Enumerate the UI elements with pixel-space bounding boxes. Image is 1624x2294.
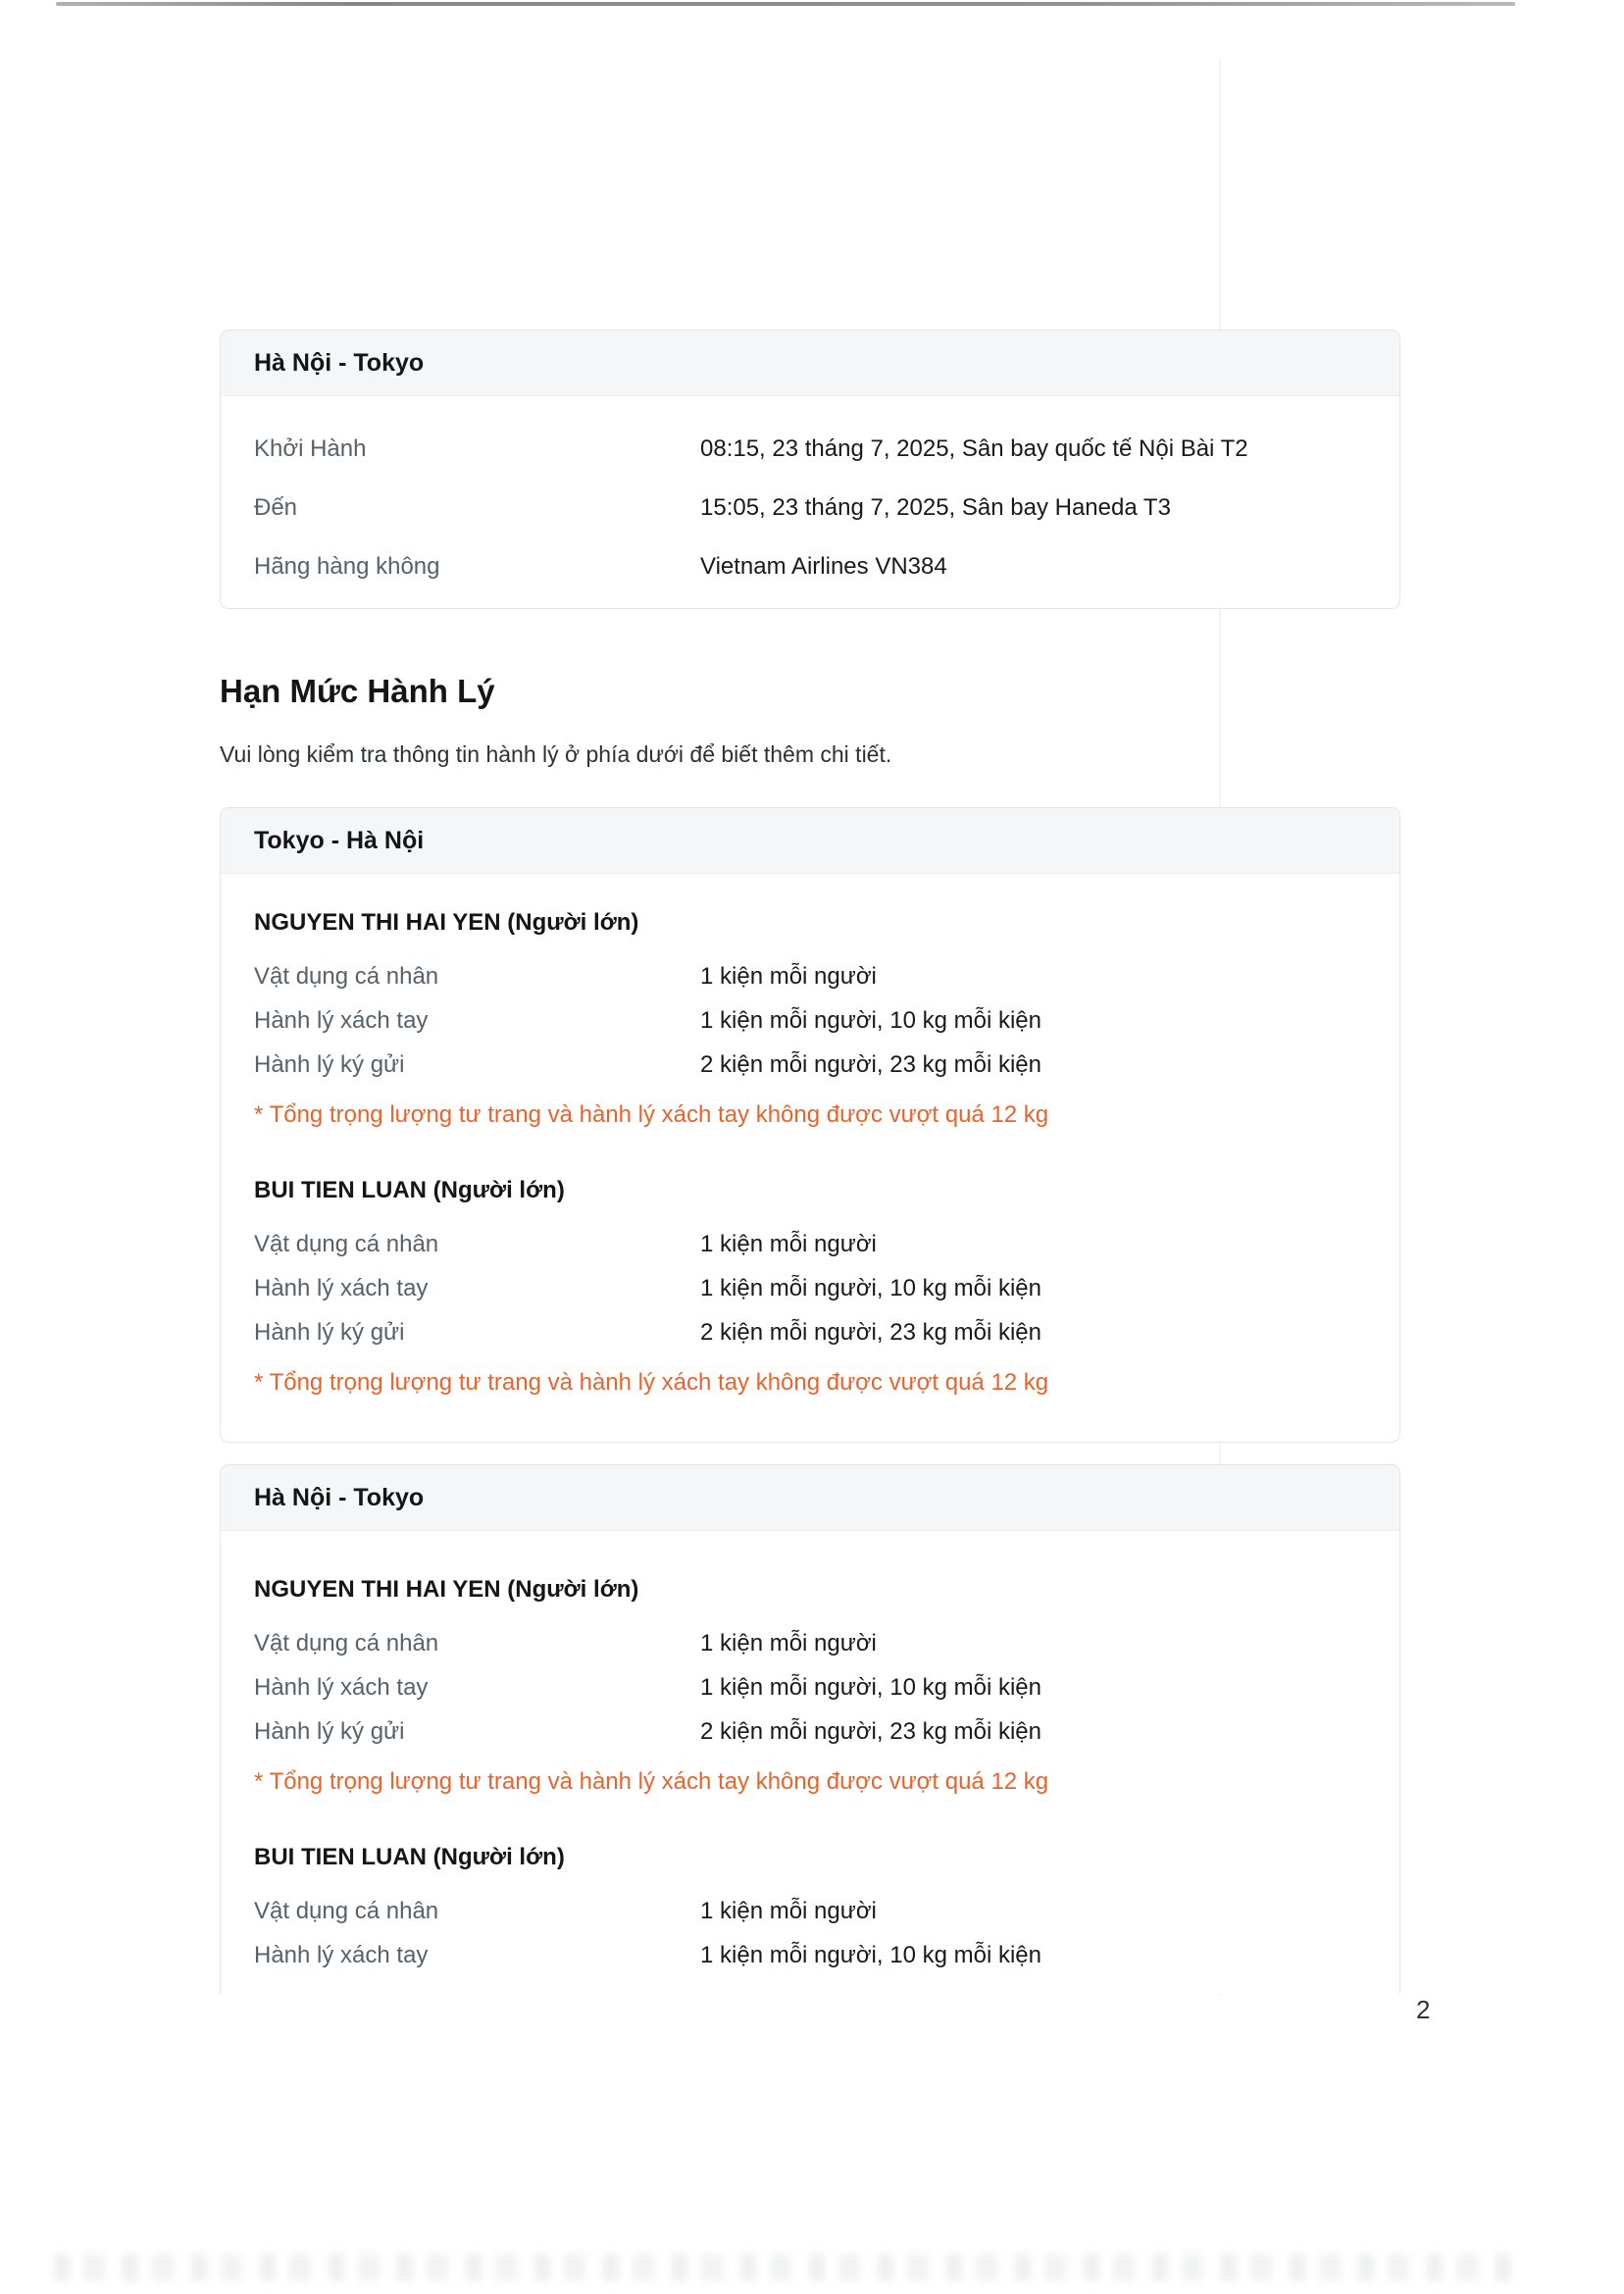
baggage-row-checked	[254, 1310, 1366, 1354]
arrival-label: Đến	[254, 494, 298, 521]
bottom-scan-smudge	[54, 2254, 1515, 2281]
baggage-card-1-title: Tokyo - Hà Nội	[254, 826, 425, 854]
flight-row-departure	[254, 420, 1366, 479]
baggage-card-2-title: Hà Nội - Tokyo	[254, 1483, 425, 1511]
baggage-card-2-header	[221, 1465, 1399, 1531]
page-top-rule	[56, 2, 1515, 6]
departure-value: 08:15, 23 tháng 7, 2025, Sân bay quốc tế Nội Bài T2	[700, 435, 1248, 462]
passenger-block	[254, 909, 1366, 1130]
passenger-name: BUI TIEN LUAN (Người lớn)	[254, 1844, 565, 1870]
baggage-card-1-body	[221, 874, 1399, 1398]
personal-item-label: Vật dụng cá nhân	[254, 1230, 439, 1257]
flight-row-airline	[254, 537, 1366, 596]
personal-item-label: Vật dụng cá nhân	[254, 962, 439, 990]
baggage-row-checked	[254, 1043, 1366, 1087]
baggage-section-subtitle: Vui lòng kiểm tra thông tin hành lý ở phía dưới để biết thêm chi tiết.	[220, 741, 892, 767]
carry-on-value: 1 kiện mỗi người, 10 kg mỗi kiện	[700, 1274, 1041, 1301]
carry-on-value: 1 kiện mỗi người, 10 kg mỗi kiện	[700, 1673, 1041, 1701]
airline-value: Vietnam Airlines VN384	[700, 553, 947, 580]
personal-item-value: 1 kiện mỗi người	[700, 1230, 877, 1257]
baggage-row-carry-on	[254, 1665, 1366, 1709]
baggage-row-carry-on	[254, 998, 1366, 1043]
carry-on-value: 1 kiện mỗi người, 10 kg mỗi kiện	[700, 1941, 1041, 1968]
baggage-card-1-header	[221, 808, 1399, 874]
flight-summary-card	[220, 330, 1400, 609]
carry-on-label: Hành lý xách tay	[254, 1673, 429, 1701]
personal-item-label: Vật dụng cá nhân	[254, 1629, 439, 1657]
passenger-block	[254, 1844, 1366, 1977]
airline-label: Hãng hàng không	[254, 553, 440, 580]
baggage-weight-note: * Tổng trọng lượng tư trang và hành lý xách tay không được vượt quá 12 kg	[254, 1101, 1049, 1128]
baggage-weight-note: * Tổng trọng lượng tư trang và hành lý xách tay không được vượt quá 12 kg	[254, 1369, 1049, 1396]
baggage-row-personal-item	[254, 954, 1366, 998]
carry-on-label: Hành lý xách tay	[254, 1274, 429, 1301]
personal-item-value: 1 kiện mỗi người	[700, 1629, 877, 1657]
departure-label: Khởi Hành	[254, 435, 367, 462]
page-number: 2	[1416, 1995, 1431, 2024]
baggage-card-hanoi-tokyo	[220, 1464, 1400, 1994]
checked-label: Hành lý ký gửi	[254, 1318, 405, 1346]
baggage-row-carry-on	[254, 1933, 1366, 1977]
baggage-weight-note: * Tổng trọng lượng tư trang và hành lý xách tay không được vượt quá 12 kg	[254, 1768, 1049, 1795]
checked-value: 2 kiện mỗi người, 23 kg mỗi kiện	[700, 1050, 1041, 1078]
passenger-name: BUI TIEN LUAN (Người lớn)	[254, 1177, 565, 1203]
checked-value: 2 kiện mỗi người, 23 kg mỗi kiện	[700, 1318, 1041, 1346]
baggage-row-carry-on	[254, 1266, 1366, 1310]
checked-label: Hành lý ký gửi	[254, 1050, 405, 1078]
arrival-value: 15:05, 23 tháng 7, 2025, Sân bay Haneda T3	[700, 494, 1171, 521]
flight-card-title: Hà Nội - Tokyo	[254, 348, 425, 377]
baggage-row-personal-item	[254, 1889, 1366, 1933]
flight-card-header	[221, 331, 1399, 396]
personal-item-value: 1 kiện mỗi người	[700, 962, 877, 990]
baggage-card-tokyo-hanoi	[220, 807, 1400, 1443]
passenger-name: NGUYEN THI HAI YEN (Người lớn)	[254, 909, 639, 936]
baggage-section-heading: Hạn Mức Hành Lý	[220, 673, 495, 709]
flight-card-body	[221, 396, 1399, 596]
personal-item-label: Vật dụng cá nhân	[254, 1897, 439, 1924]
checked-value: 2 kiện mỗi người, 23 kg mỗi kiện	[700, 1717, 1041, 1745]
flight-row-arrival	[254, 479, 1366, 537]
checked-label: Hành lý ký gửi	[254, 1717, 405, 1745]
carry-on-label: Hành lý xách tay	[254, 1006, 429, 1034]
carry-on-label: Hành lý xách tay	[254, 1941, 429, 1968]
carry-on-value: 1 kiện mỗi người, 10 kg mỗi kiện	[700, 1006, 1041, 1034]
baggage-card-2-body	[221, 1531, 1399, 1977]
baggage-row-personal-item	[254, 1222, 1366, 1266]
baggage-row-personal-item	[254, 1621, 1366, 1665]
passenger-block	[254, 1576, 1366, 1797]
personal-item-value: 1 kiện mỗi người	[700, 1897, 877, 1924]
baggage-row-checked	[254, 1709, 1366, 1754]
passenger-block	[254, 1177, 1366, 1398]
passenger-name: NGUYEN THI HAI YEN (Người lớn)	[254, 1576, 639, 1603]
